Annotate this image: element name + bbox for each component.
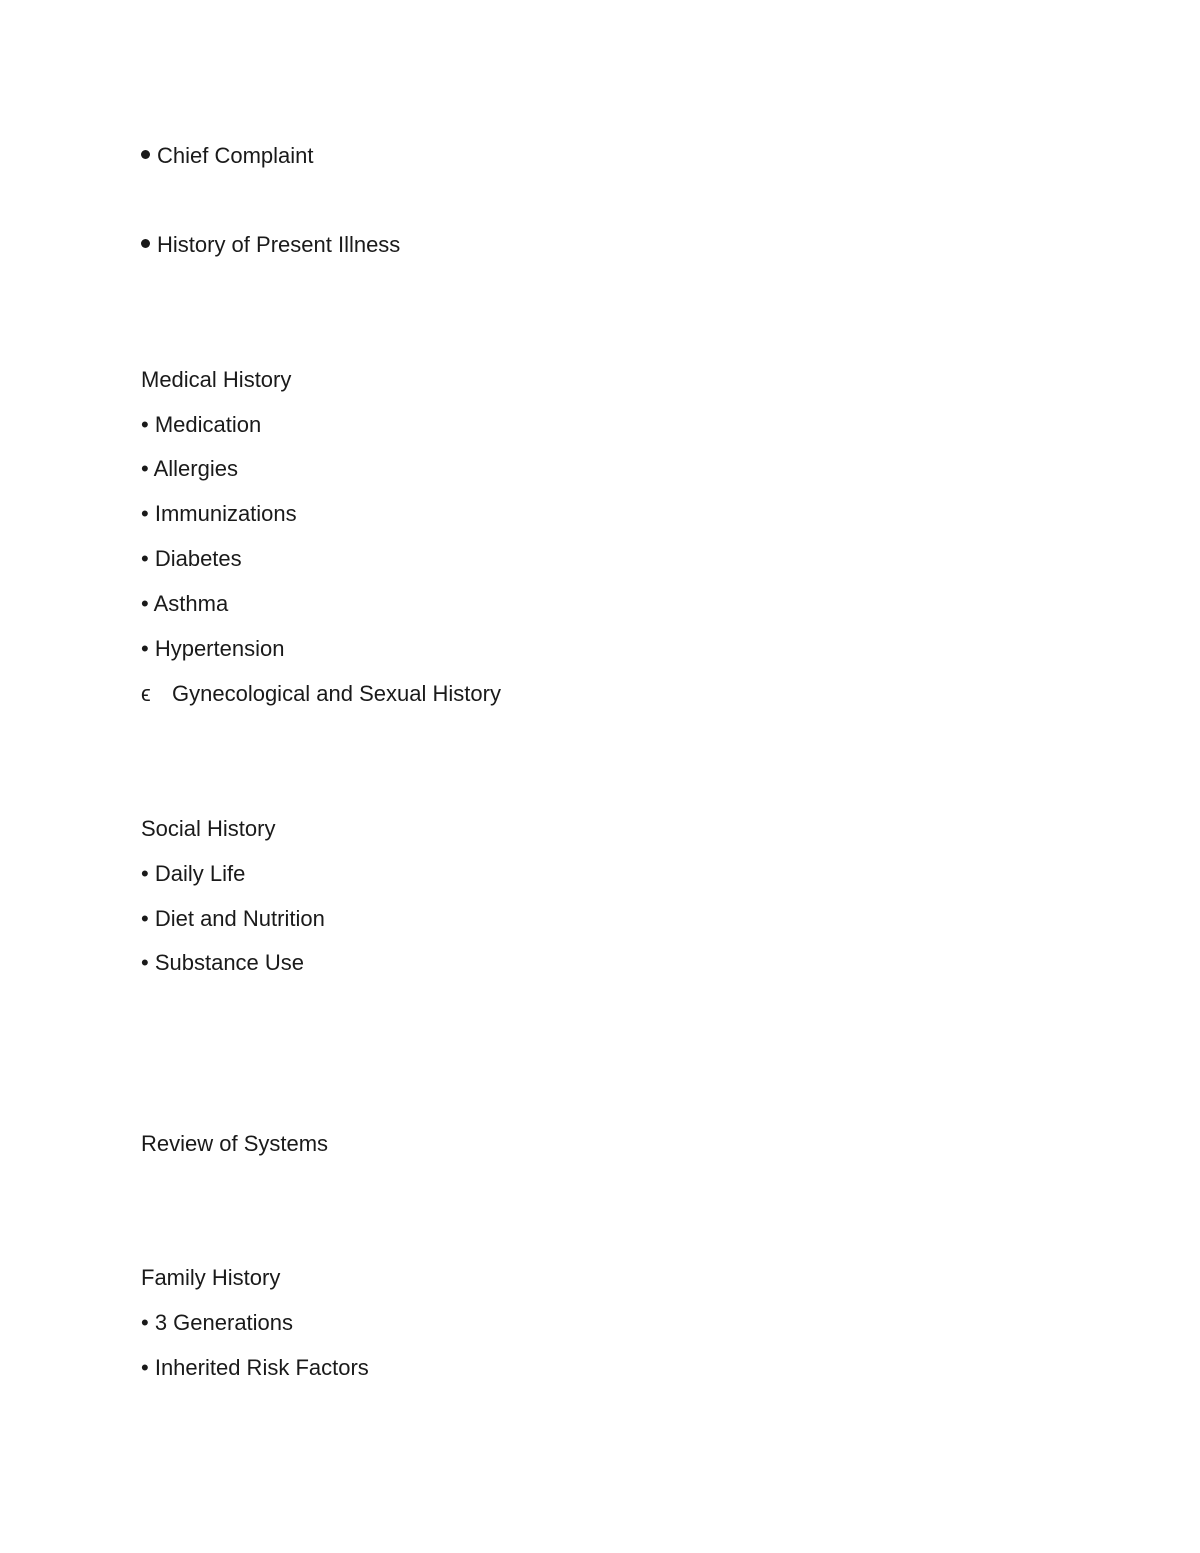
list-item-label: Medication: [154, 412, 262, 437]
section-heading-medical-history: Medical History: [141, 367, 292, 392]
bullet-icon: [141, 150, 150, 159]
bullet-icon: •: [141, 861, 149, 886]
list-item: [141, 503, 297, 525]
list-item-label: 3 Generations: [154, 1310, 294, 1335]
list-item: [141, 548, 242, 570]
list-item: [141, 414, 261, 436]
bullet-icon: •: [141, 501, 149, 526]
list-item: [141, 952, 304, 974]
section-heading-social-history: Social History: [141, 816, 276, 841]
list-item-chief-complaint: [141, 145, 314, 167]
list-item-label: Diet and Nutrition: [154, 906, 325, 931]
bullet-icon: •: [141, 1310, 149, 1335]
list-item: [141, 458, 238, 480]
list-item-label: Diabetes: [154, 546, 242, 571]
list-item-label: Chief Complaint: [157, 143, 314, 168]
bullet-icon: •: [141, 1355, 149, 1380]
list-item: [141, 1312, 293, 1334]
list-item-hpi: [141, 234, 400, 256]
list-item-label: Asthma: [153, 591, 229, 616]
bullet-icon: •: [141, 546, 149, 571]
list-item-label: Hypertension: [154, 636, 285, 661]
list-item-label: Gynecological and Sexual History: [172, 681, 501, 706]
list-item-label: Inherited Risk Factors: [154, 1355, 369, 1380]
list-item-label: Allergies: [153, 456, 238, 481]
list-item: [141, 593, 228, 615]
bullet-icon: [141, 239, 150, 248]
list-item: [141, 638, 284, 660]
bullet-icon: •: [141, 636, 149, 661]
bullet-icon: •: [141, 456, 149, 481]
section-heading-family-history: Family History: [141, 1265, 281, 1290]
broken-bullet-icon: ϵ: [141, 681, 151, 706]
list-item: [141, 908, 325, 930]
list-item: [141, 1357, 369, 1379]
list-item-label: Substance Use: [154, 950, 305, 975]
list-item: [141, 863, 245, 885]
list-item-label: History of Present Illness: [157, 232, 401, 257]
bullet-icon: •: [141, 591, 149, 616]
section-heading-review-of-systems: Review of Systems: [141, 1131, 329, 1156]
bullet-icon: •: [141, 906, 149, 931]
list-item-label: Immunizations: [154, 501, 297, 526]
bullet-icon: •: [141, 950, 149, 975]
list-item-label: Daily Life: [154, 861, 246, 886]
list-item-gynecological-history: [141, 683, 501, 705]
bullet-icon: •: [141, 412, 149, 437]
